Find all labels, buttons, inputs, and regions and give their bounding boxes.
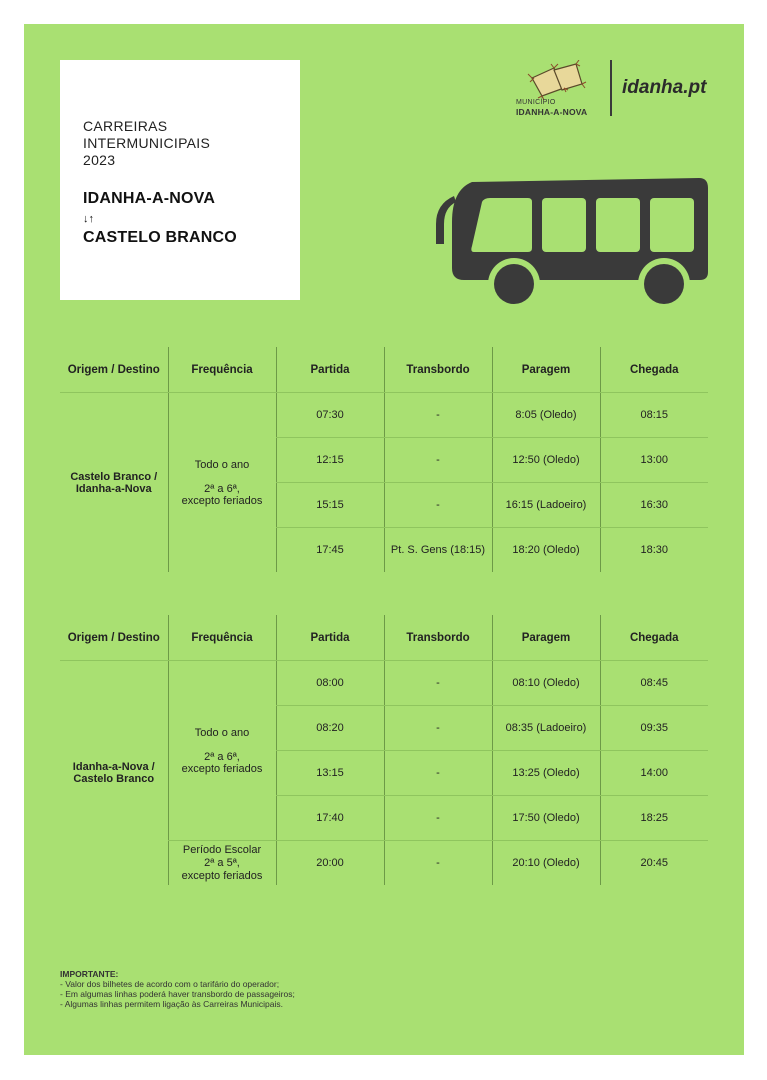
table-header-row (60, 615, 708, 661)
partida-cell: 07:30 (276, 393, 384, 438)
transbordo-cell: - (384, 393, 492, 438)
col-header-partida: Partida (276, 615, 384, 661)
partida-cell: 13:15 (276, 751, 384, 796)
chegada-cell: 20:45 (600, 841, 708, 886)
chegada-cell: 16:30 (600, 483, 708, 528)
title-card (60, 60, 300, 300)
partida-cell: 20:00 (276, 841, 384, 886)
logo-divider (610, 60, 612, 116)
col-header-partida: Partida (276, 347, 384, 393)
chegada-cell: 08:45 (600, 661, 708, 706)
route-destination: CASTELO BRANCO (83, 229, 237, 246)
frequency-line: excepto feriados (181, 494, 263, 507)
col-header-origem: Origem / Destino (60, 615, 168, 661)
partida-cell: 08:20 (276, 706, 384, 751)
transbordo-cell: - (384, 706, 492, 751)
frequency-line: 2ª a 6ª, (204, 750, 240, 763)
notes-block (60, 969, 295, 1009)
chegada-cell: 14:00 (600, 751, 708, 796)
origin-cell: Castelo Branco / Idanha-a-Nova (70, 470, 158, 495)
transbordo-cell: - (384, 483, 492, 528)
paragem-cell: 18:20 (Oledo) (492, 528, 600, 573)
col-header-paragem: Paragem (492, 347, 600, 393)
logo-municipio: MUNICÍPIO (516, 99, 556, 106)
paragem-cell: 20:10 (Oledo) (492, 841, 600, 886)
table-row (60, 661, 708, 706)
schedule-table-in-cb (60, 615, 708, 885)
table-header-row (60, 347, 708, 393)
notes-title: IMPORTANTE: (60, 969, 119, 979)
col-header-chegada: Chegada (600, 347, 708, 393)
frequency-line: 2ª a 5ª, (204, 856, 240, 869)
frequency-line: Período Escolar (182, 843, 262, 856)
route-arrows-icon: ↓↑ (83, 213, 94, 225)
partida-cell: 12:15 (276, 438, 384, 483)
chegada-cell: 09:35 (600, 706, 708, 751)
paragem-cell: 17:50 (Oledo) (492, 796, 600, 841)
table-row (60, 393, 708, 438)
municipality-logo (510, 60, 622, 120)
transbordo-cell: - (384, 661, 492, 706)
frequency-line: 2ª a 6ª, (204, 482, 240, 495)
frequency-school-cell (168, 841, 276, 886)
partida-cell: 15:15 (276, 483, 384, 528)
col-header-frequencia: Frequência (168, 347, 276, 393)
title-heading: CARREIRAS INTERMUNICIPAIS 2023 (83, 118, 211, 168)
transbordo-cell: - (384, 841, 492, 886)
transbordo-cell: - (384, 438, 492, 483)
frequency-line: Todo o ano (194, 726, 250, 739)
paragem-cell: 08:35 (Ladoeiro) (492, 706, 600, 751)
note-item: - Valor dos bilhetes de acordo com o tarifário do operador; (60, 979, 280, 989)
route-origin: IDANHA-A-NOVA (83, 190, 216, 207)
chegada-cell: 13:00 (600, 438, 708, 483)
paragem-cell: 8:05 (Oledo) (492, 393, 600, 438)
col-header-paragem: Paragem (492, 615, 600, 661)
pillows-icon (524, 60, 594, 100)
bus-icon (424, 174, 714, 304)
frequency-line: Todo o ano (194, 458, 250, 471)
transbordo-cell: Pt. S. Gens (18:15) (384, 528, 492, 573)
note-item: - Algumas linhas permitem ligação às Carreiras Municipais. (60, 999, 283, 1009)
chegada-cell: 08:15 (600, 393, 708, 438)
col-header-transbordo: Transbordo (384, 615, 492, 661)
transbordo-cell: - (384, 796, 492, 841)
col-header-transbordo: Transbordo (384, 347, 492, 393)
schedule-sheet (24, 24, 744, 1055)
paragem-cell: 16:15 (Ladoeiro) (492, 483, 600, 528)
chegada-cell: 18:30 (600, 528, 708, 573)
paragem-cell: 08:10 (Oledo) (492, 661, 600, 706)
frequency-line: excepto feriados (181, 762, 263, 775)
note-item: - Em algumas linhas poderá haver transbordo de passageiros; (60, 989, 295, 999)
paragem-cell: 12:50 (Oledo) (492, 438, 600, 483)
site-link[interactable]: idanha.pt (622, 77, 707, 98)
col-header-chegada: Chegada (600, 615, 708, 661)
col-header-frequencia: Frequência (168, 615, 276, 661)
partida-cell: 08:00 (276, 661, 384, 706)
schedule-table-cb-in (60, 347, 708, 572)
partida-cell: 17:40 (276, 796, 384, 841)
frequency-cell (168, 661, 276, 841)
frequency-line: excepto feriados (181, 869, 263, 882)
origin-cell: Idanha-a-Nova / Castelo Branco (72, 761, 155, 785)
paragem-cell: 13:25 (Oledo) (492, 751, 600, 796)
logo-name: IDANHA-A-NOVA (516, 107, 588, 117)
partida-cell: 17:45 (276, 528, 384, 573)
transbordo-cell: - (384, 751, 492, 796)
frequency-cell (168, 393, 276, 573)
chegada-cell: 18:25 (600, 796, 708, 841)
col-header-origem: Origem / Destino (60, 347, 168, 393)
